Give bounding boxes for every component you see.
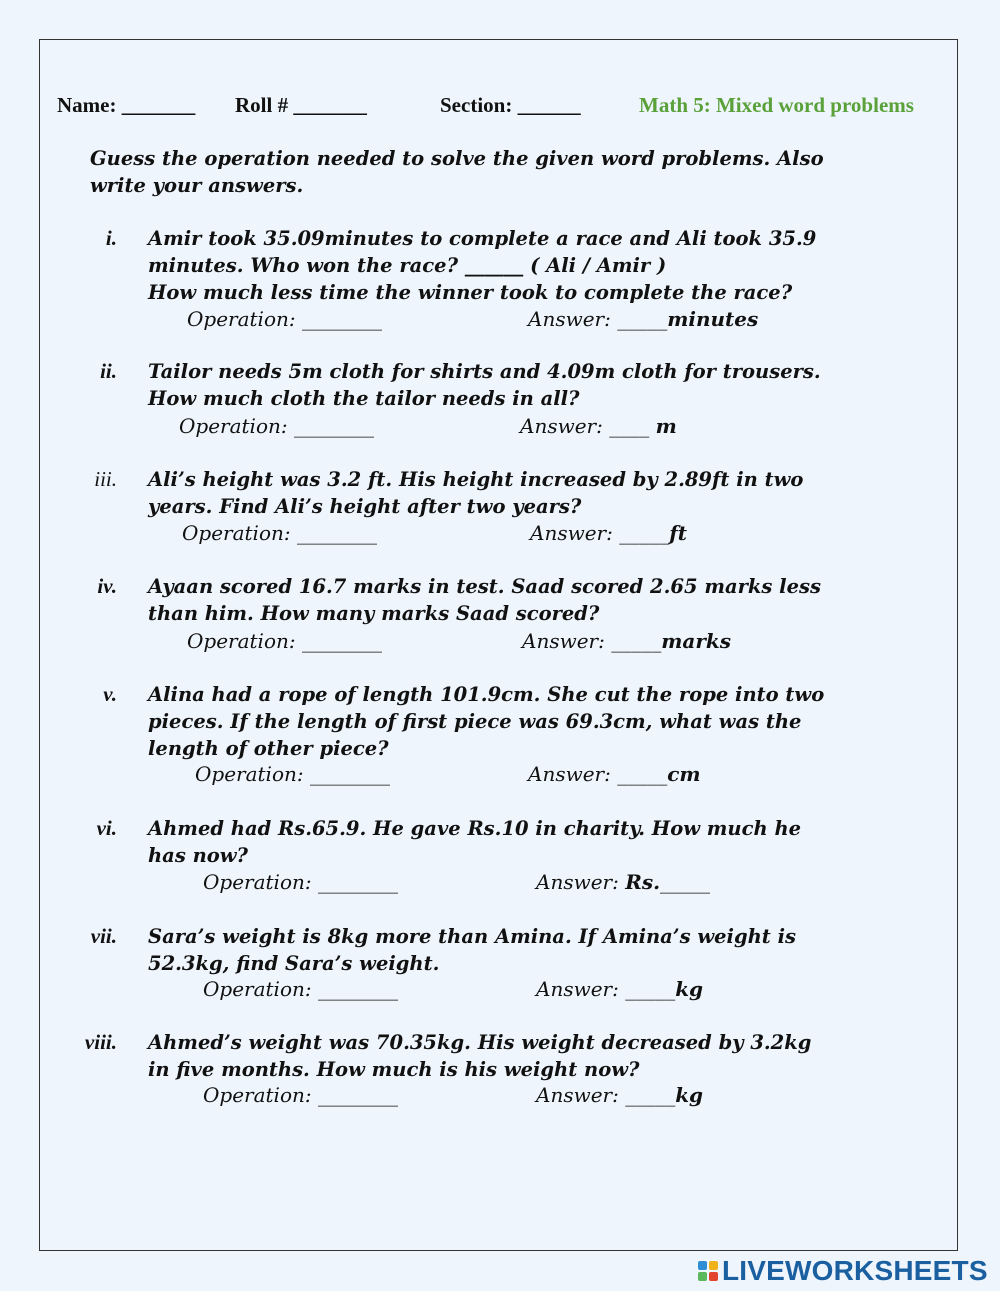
operation-blank[interactable]: Operation: ________ bbox=[195, 762, 390, 786]
answer-blank[interactable] bbox=[536, 1082, 703, 1109]
answer-blank[interactable] bbox=[536, 976, 703, 1003]
question-text bbox=[148, 681, 938, 762]
operation-blank[interactable]: Operation: ________ bbox=[203, 1083, 398, 1107]
section-field: Section: ______ bbox=[440, 93, 581, 117]
answer-blank[interactable] bbox=[528, 761, 701, 788]
instruction-line: write your answers. bbox=[90, 174, 304, 197]
answer-blank[interactable] bbox=[520, 413, 677, 440]
question-line: pieces. If the length of first piece was 69.3cm, what was the bbox=[148, 710, 802, 733]
answer-unit: minutes bbox=[667, 307, 759, 331]
answer-unit: kg bbox=[675, 1083, 704, 1107]
question-number: vii. bbox=[90, 924, 117, 948]
question-line: has now? bbox=[148, 844, 248, 867]
answer-unit: ft bbox=[669, 521, 688, 545]
question-line: Amir took 35.09minutes to complete a race and Ali took 35.9 bbox=[148, 227, 817, 250]
question-text bbox=[148, 466, 938, 520]
question-line: How much less time the winner took to complete the race? bbox=[148, 281, 793, 304]
liveworksheets-logo[interactable] bbox=[698, 1256, 988, 1286]
name-field: Name: _______ bbox=[57, 93, 196, 117]
question-line: Ahmed’s weight was 70.35kg. His weight decreased by 3.2kg bbox=[148, 1031, 812, 1054]
question-number: ii. bbox=[100, 359, 117, 383]
answer-blank[interactable] bbox=[536, 869, 710, 896]
operation-blank[interactable]: Operation: ________ bbox=[182, 521, 377, 545]
question-text bbox=[148, 225, 938, 306]
answer-blank[interactable] bbox=[530, 520, 687, 547]
answer-label: Answer: _____ bbox=[522, 629, 662, 653]
operation-blank[interactable]: Operation: ________ bbox=[203, 870, 398, 894]
operation-blank[interactable]: Operation: ________ bbox=[203, 977, 398, 1001]
operation-blank[interactable]: Operation: ________ bbox=[187, 307, 382, 331]
question-text bbox=[148, 815, 938, 869]
question-line: length of other piece? bbox=[148, 737, 389, 760]
answer-suffix: _____ bbox=[660, 870, 711, 894]
question-line: Ayaan scored 16.7 marks in test. Saad scored 2.65 marks less bbox=[148, 575, 821, 598]
question-line: 52.3kg, find Sara’s weight. bbox=[148, 952, 440, 975]
question-number: i. bbox=[105, 226, 117, 250]
question-line: minutes. Who won the race? ______ ( Ali / Amir ) bbox=[148, 254, 667, 277]
answer-unit: marks bbox=[661, 629, 731, 653]
question-line: than him. How many marks Saad scored? bbox=[148, 602, 600, 625]
question-text bbox=[148, 923, 938, 977]
answer-label: Answer: _____ bbox=[528, 762, 668, 786]
question-number: iv. bbox=[97, 574, 117, 598]
answer-unit: kg bbox=[675, 977, 704, 1001]
logo-blocks-icon bbox=[698, 1261, 718, 1281]
question-text bbox=[148, 1029, 938, 1083]
question-line: Alina had a rope of length 101.9cm. She cut the rope into two bbox=[148, 683, 825, 706]
question-number: vi. bbox=[96, 816, 117, 840]
question-line: Ali’s height was 3.2 ft. His height increased by 2.89ft in two bbox=[148, 468, 804, 491]
question-text bbox=[148, 573, 938, 627]
answer-blank[interactable] bbox=[522, 628, 731, 655]
question-line: Sara’s weight is 8kg more than Amina. If Amina’s weight is bbox=[148, 925, 796, 948]
operation-blank[interactable]: Operation: ________ bbox=[179, 414, 374, 438]
question-line: years. Find Ali’s height after two years? bbox=[148, 495, 582, 518]
answer-label: Answer: _____ bbox=[536, 977, 676, 1001]
question-number: viii. bbox=[84, 1030, 117, 1054]
worksheet-title: Math 5: Mixed word problems bbox=[639, 93, 914, 117]
operation-blank[interactable]: Operation: ________ bbox=[187, 629, 382, 653]
question-number: iii. bbox=[94, 467, 117, 491]
answer-unit: cm bbox=[667, 762, 701, 786]
answer-label: Answer: ____ bbox=[520, 414, 656, 438]
roll-field: Roll # _______ bbox=[235, 93, 367, 117]
answer-unit: m bbox=[655, 414, 677, 438]
question-line: How much cloth the tailor needs in all? bbox=[148, 387, 580, 410]
answer-unit: Rs. bbox=[625, 870, 661, 894]
instructions bbox=[90, 145, 930, 199]
worksheet-header bbox=[0, 93, 1000, 123]
question-line: Tailor needs 5m cloth for shirts and 4.09m cloth for trousers. bbox=[148, 360, 821, 383]
question-line: in five months. How much is his weight now? bbox=[148, 1058, 640, 1081]
question-line: Ahmed had Rs.65.9. He gave Rs.10 in charity. How much he bbox=[148, 817, 802, 840]
answer-label: Answer: _____ bbox=[528, 307, 668, 331]
answer-label: Answer: _____ bbox=[530, 521, 670, 545]
answer-blank[interactable] bbox=[528, 306, 758, 333]
instruction-line: Guess the operation needed to solve the given word problems. Also bbox=[90, 147, 824, 170]
question-text bbox=[148, 358, 938, 412]
logo-text: LIVEWORKSHEETS bbox=[722, 1255, 988, 1286]
question-number: v. bbox=[103, 682, 117, 706]
answer-label: Answer: _____ bbox=[536, 1083, 676, 1107]
answer-label: Answer: bbox=[536, 870, 626, 894]
